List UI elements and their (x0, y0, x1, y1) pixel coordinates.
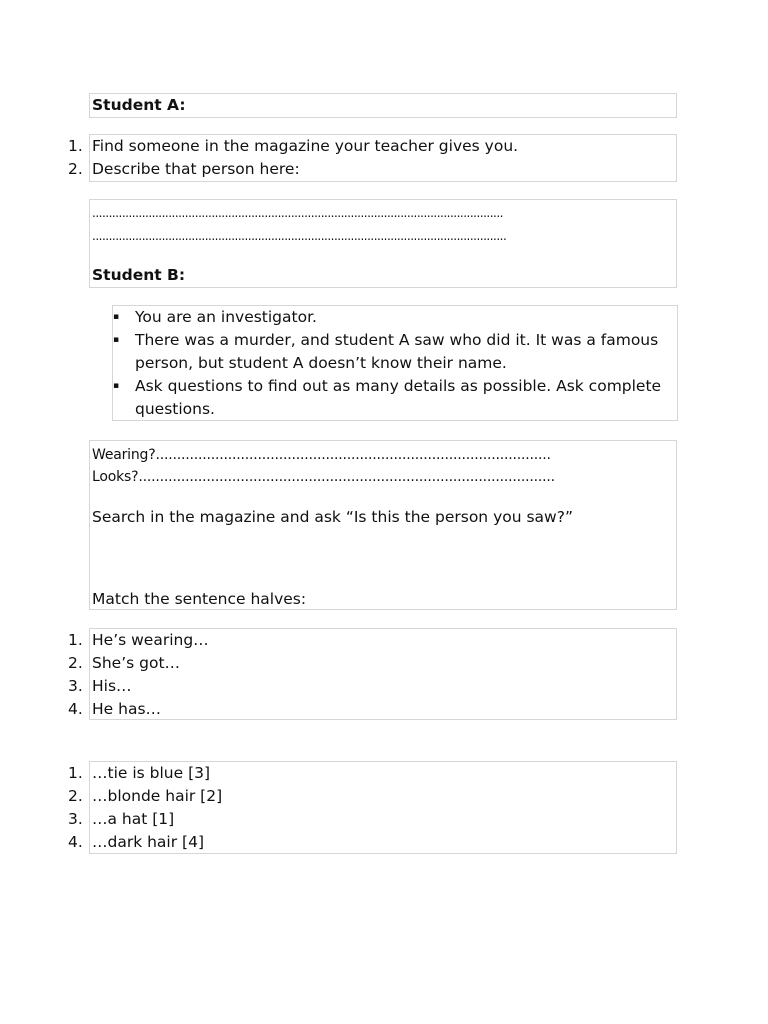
search-instruction: Search in the magazine and ask “Is this the person you saw?” (92, 508, 573, 526)
second-halves-box (68, 761, 677, 854)
list-number: 4. (68, 700, 83, 718)
list-item-text: …blonde hair [2] (92, 787, 223, 805)
list-item (68, 762, 211, 785)
list-item-text: Describe that person here: (92, 160, 300, 178)
student-b-bullets-box (112, 305, 678, 421)
student-a-heading-box (89, 93, 677, 118)
bullet-icon: ▪ (113, 335, 120, 345)
list-number: 2. (68, 654, 83, 672)
list-number: 1. (68, 631, 83, 649)
answer-lines-box (89, 199, 677, 288)
list-item (68, 675, 132, 698)
wearing-prompt (92, 443, 551, 467)
student-a-heading: Student A: (92, 96, 186, 114)
list-item (113, 375, 679, 421)
answer-dot-line: ............................................................................................................................. (92, 229, 507, 243)
list-number: 3. (68, 810, 83, 828)
list-number: 4. (68, 833, 83, 851)
looks-prompt-text: Looks?.................................................................................................. (92, 469, 555, 485)
bullet-icon: ▪ (113, 312, 120, 322)
list-item (68, 629, 209, 652)
list-number: 2. (68, 787, 83, 805)
list-item-text: His… (92, 677, 132, 695)
list-item (113, 329, 679, 375)
list-item-text: There was a murder, and student A saw who did it. It was a famous person, but student A doesn’t know their name. (135, 331, 659, 372)
first-halves-box (68, 628, 677, 720)
prompts-box (89, 440, 677, 610)
wearing-prompt-text: Wearing?............................................................................................. (92, 447, 551, 463)
list-number: 2. (68, 160, 83, 178)
list-item-text: …dark hair [4] (92, 833, 204, 851)
student-a-steps-box (68, 134, 677, 182)
list-number: 1. (68, 764, 83, 782)
list-item (68, 135, 519, 158)
list-item-text: She’s got… (92, 654, 181, 672)
looks-prompt (92, 465, 555, 489)
list-item (68, 785, 223, 808)
list-item-text: He has… (92, 700, 162, 718)
list-item (68, 652, 181, 675)
list-item (68, 808, 175, 831)
list-item-text: Find someone in the magazine your teacher gives you. (92, 137, 519, 155)
list-item (113, 306, 679, 329)
list-number: 1. (68, 137, 83, 155)
list-item-text: …tie is blue [3] (92, 764, 211, 782)
list-item (68, 698, 162, 721)
student-b-heading: Student B: (92, 266, 186, 284)
bullet-icon: ▪ (113, 381, 120, 391)
list-item-text: Ask questions to find out as many details as possible. Ask complete questions. (135, 377, 662, 418)
list-item-text: He’s wearing… (92, 631, 209, 649)
list-item-text: …a hat [1] (92, 810, 175, 828)
answer-dot-line: ............................................................................................................................ (92, 206, 503, 220)
list-item (68, 831, 204, 854)
match-instruction: Match the sentence halves: (92, 590, 307, 608)
list-item (68, 158, 300, 181)
list-item-text: You are an investigator. (135, 308, 317, 326)
list-number: 3. (68, 677, 83, 695)
